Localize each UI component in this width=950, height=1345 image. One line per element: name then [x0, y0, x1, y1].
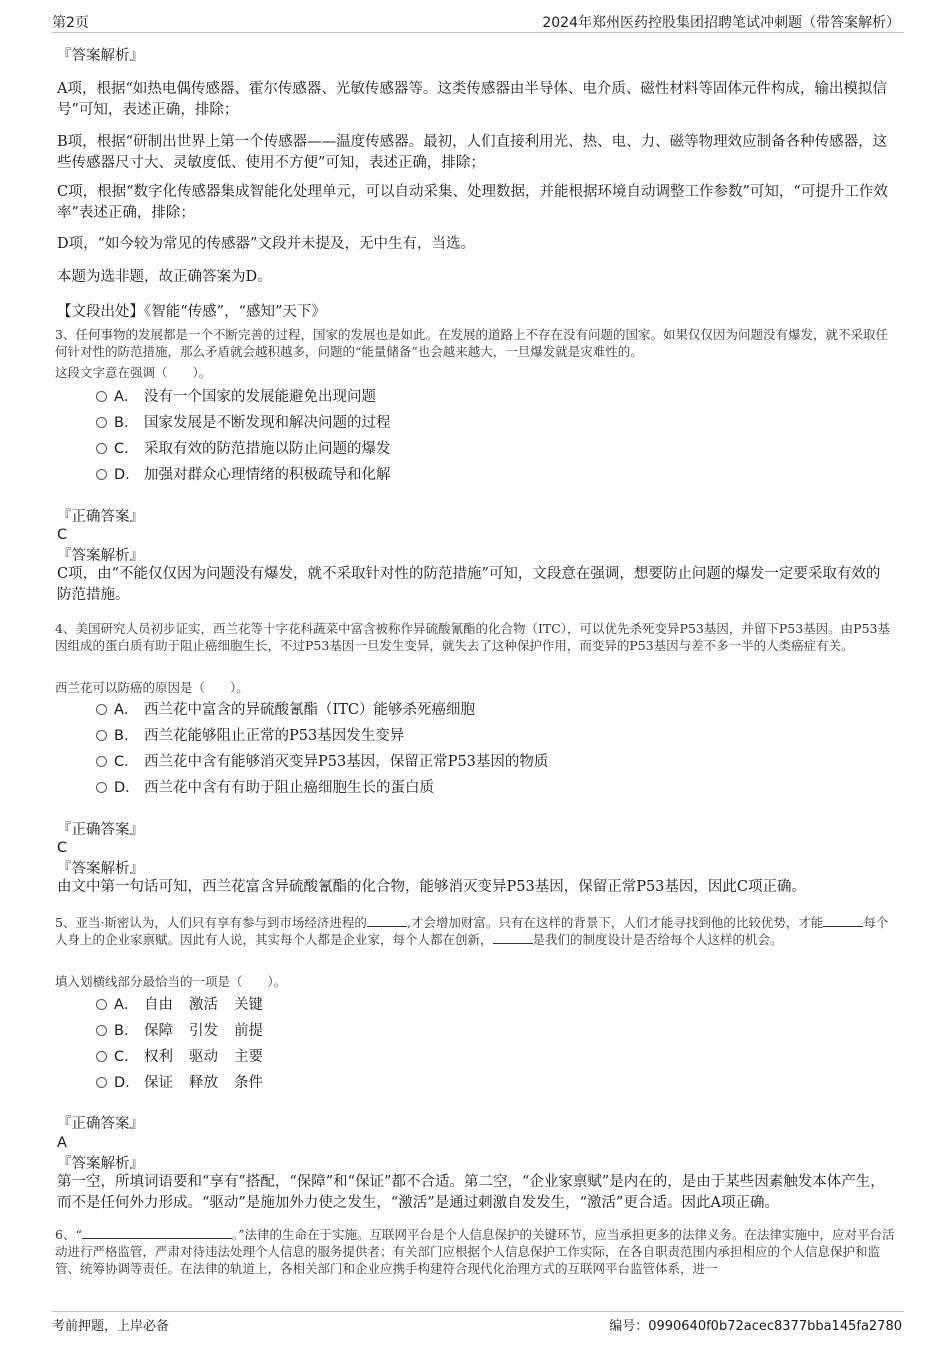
q4-answer-label: 『正确答案』 [57, 822, 144, 838]
q5-option-d[interactable]: D． 保证 释放 条件 [96, 1073, 263, 1093]
radio-icon[interactable] [96, 756, 107, 767]
q5-option-b[interactable]: B． 保障 引发 前提 [96, 1021, 263, 1041]
q3-analysis: C项，由“不能仅仅因为问题没有爆发，就不采取针对性的防范措施”可知，文段意在强调，想要防止问题的爆发一定要采取有效的防范措施。 [57, 566, 881, 603]
q5-analysis-label: 『答案解析』 [57, 1156, 144, 1172]
q4-analysis: 由文中第一句话可知，西兰花富含异硫酸氰酯的化合物，能够消灭变异P53基因，保留正常P53基因，因此C项正确。 [57, 879, 807, 895]
q5-stem: 5、亚当·斯密认为，人们只有享有参与到市场经济进程的 ,才会增加财富。只有在这样的背景下，人们才能寻找到他的比较优势，才能 每个人身上的企业家禀赋。因此有人说，其实每个人都是企业家，每个人都在创新， 是我们的制度设计是否给每个人这样的机会。 [55, 915, 889, 947]
q4-option-d[interactable]: D． 西兰花中含有有助于阻止癌细胞生长的蛋白质 [96, 778, 434, 798]
blank-line [367, 926, 407, 927]
q4-option-a[interactable]: A． 西兰花中富含的异硫酸氰酯（ITC）能够杀死癌细胞 [96, 700, 475, 720]
q3-answer: C [57, 527, 68, 543]
q2-analysis-label: 『答案解析』 [57, 48, 144, 64]
radio-icon[interactable] [96, 391, 107, 402]
q5-answer-label: 『正确答案』 [57, 1116, 144, 1132]
q3-option-c[interactable]: C． 采取有效的防范措施以防止问题的爆发 [96, 439, 391, 459]
header-divider [52, 32, 904, 33]
q5-analysis: 第一空，所填词语要和“享有”搭配，“保障”和“保证”都不合适。第二空，“企业家禀赋”是内在的，是由于某些因素触发本体产生，而不是任何外力形成。“驱动”是施加外力使之发生，“激活”是通过刺激自发发生，“激活”更合适。因此A项正确。 [57, 1174, 885, 1211]
q2-analysis-c: C项，根据“数字化传感器集成智能化处理单元，可以自动采集、处理数据，并能根据环境自动调整工作参数”可知，“可提升工作效率”表述正确，排除； [57, 184, 888, 221]
q4-answer: C [57, 840, 68, 856]
q3-ask: 这段文字意在强调（ ）。 [55, 365, 212, 380]
radio-icon[interactable] [96, 1051, 107, 1062]
radio-icon[interactable] [96, 999, 107, 1010]
radio-icon[interactable] [96, 730, 107, 741]
document-title: 2024年郑州医药控股集团招聘笔试冲刺题（带答案解析） [542, 15, 900, 31]
page-number: 第2页 [52, 15, 89, 31]
q4-stem: 4、美国研究人员初步证实，西兰花等十字花科蔬菜中富含被称作异硫酸氰酯的化合物（ITC），可以优先杀死变异P53基因，并留下P53基因。由P53基因组成的蛋白质有助于阻止癌细胞生长，不过P53基因一旦发生变异，就失去了这种保护作用，而变异的P53基因与差不多一半的人类癌症有关。 [55, 621, 890, 653]
q3-option-d[interactable]: D． 加强对群众心理情绪的积极疏导和化解 [96, 465, 391, 485]
radio-icon[interactable] [96, 1077, 107, 1088]
blank-line [82, 1238, 232, 1239]
q4-analysis-label: 『答案解析』 [57, 861, 144, 877]
page-header [0, 0, 950, 34]
footer-divider [52, 1311, 904, 1312]
q6-stem: 6、“ 。”法律的生命在于实施。互联网平台是个人信息保护的关键环节，应当承担更多的法律义务。在法律实施中，应对平台活动进行严格监管，严肃对待违法处理个人信息的服务提供者；有关部门应根据个人信息保护工作实际，在各自职责范围内承担相应的个人信息保护和监管、统筹协调等责任。在法律的轨道上，各相关部门和企业应携手构建符合现代化治理方式的互联网平台监管体系，进一 [55, 1227, 895, 1276]
q2-analysis-a: A项，根据“如热电偶传感器、霍尔传感器、光敏传感器等。这类传感器由半导体、电介质、磁性材料等固体元件构成，输出模拟信号”可知，表述正确，排除； [57, 81, 887, 118]
q3-analysis-label: 『答案解析』 [57, 548, 144, 564]
q3-answer-label: 『正确答案』 [57, 509, 144, 525]
blank-line [493, 943, 533, 944]
q4-ask: 西兰花可以防癌的原因是（ ）。 [55, 680, 249, 695]
radio-icon[interactable] [96, 704, 107, 715]
q2-source: 【文段出处】《智能“传感”，“感知”天下》 [57, 304, 326, 320]
q2-analysis-b: B项，根据“研制出世界上第一个传感器——温度传感器。最初，人们直接利用光、热、电、力、磁等物理效应制备各种传感器，这些传感器尺寸大、灵敏度低、使用不方便”可知，表述正确，排除； [57, 134, 888, 171]
radio-icon[interactable] [96, 782, 107, 793]
radio-icon[interactable] [96, 417, 107, 428]
footer-slogan: 考前押题，上岸必备 [52, 1319, 170, 1334]
q5-option-c[interactable]: C． 权利 驱动 主要 [96, 1047, 263, 1067]
q3-option-a[interactable]: A． 没有一个国家的发展能避免出现问题 [96, 387, 376, 407]
q5-ask: 填入划横线部分最恰当的一项是（ ）。 [55, 974, 287, 989]
radio-icon[interactable] [96, 469, 107, 480]
q2-conclusion: 本题为选非题，故正确答案为D。 [57, 269, 272, 285]
radio-icon[interactable] [96, 443, 107, 454]
blank-line [823, 926, 863, 927]
q5-option-a[interactable]: A． 自由 激活 关键 [96, 995, 263, 1015]
q5-answer: A [57, 1135, 67, 1151]
footer-code: 编号：0990640f0b72acec8377bba145fa2780 [609, 1319, 902, 1334]
radio-icon[interactable] [96, 1025, 107, 1036]
q3-option-b[interactable]: B． 国家发展是不断发现和解决问题的过程 [96, 413, 391, 433]
q3-stem: 3、任何事物的发展都是一个不断完善的过程，国家的发展也是如此。在发展的道路上不存在没有问题的国家。如果仅仅因为问题没有爆发，就不采取任何针对性的防范措施，那么矛盾就会越积越多，问题的“能量储备”也会越来越大，一旦爆发就是灾难性的。 [55, 327, 888, 359]
q4-option-c[interactable]: C． 西兰花中含有能够消灭变异P53基因，保留正常P53基因的物质 [96, 752, 548, 772]
q2-analysis-d: D项，“如今较为常见的传感器”文段并未提及，无中生有，当选。 [57, 236, 475, 252]
q4-option-b[interactable]: B． 西兰花能够阻止正常的P53基因发生变异 [96, 726, 404, 746]
